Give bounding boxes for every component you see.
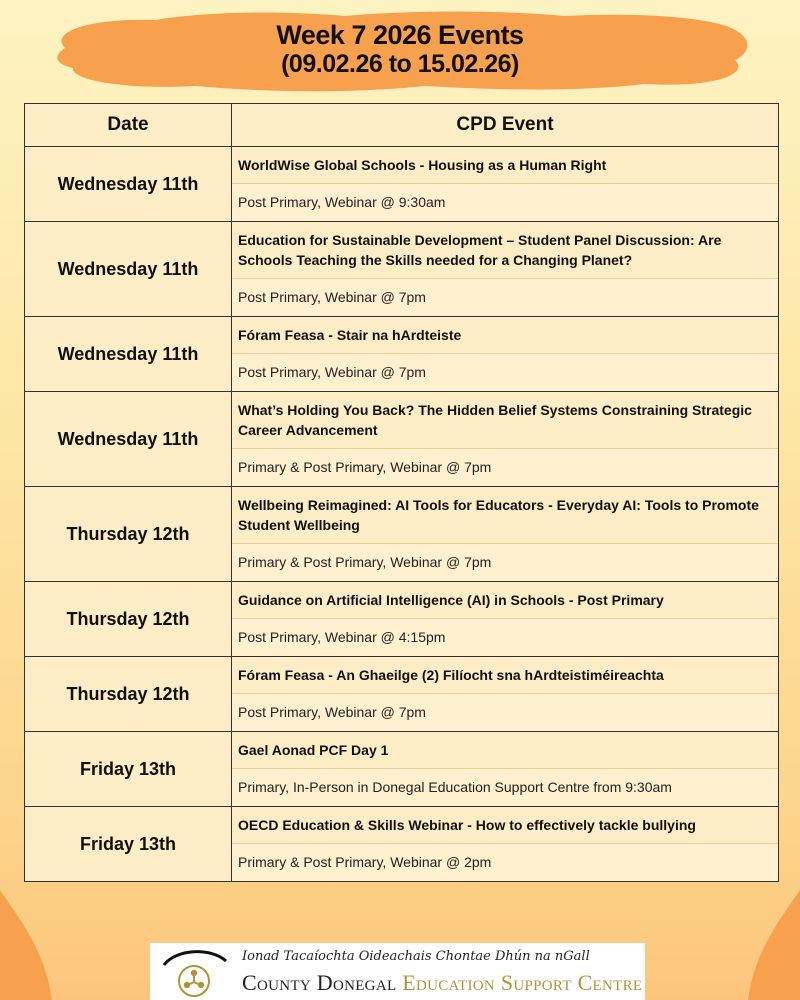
table-row [25,147,779,222]
event-cell [232,657,779,732]
irish-centre-name: Ionad Tacaíochta Oideachais Chontae Dhún na nGall [242,949,590,964]
event-detail: Post Primary, Webinar @ 4:15pm [232,618,778,656]
event-date: Thursday 12th [25,487,232,582]
event-detail: Post Primary, Webinar @ 7pm [232,693,778,731]
event-detail: Post Primary, Webinar @ 7pm [232,278,778,316]
event-detail: Primary, In-Person in Donegal Education Support Centre from 9:30am [232,768,778,806]
event-title: What’s Holding You Back? The Hidden Belief Systems Constraining Strategic Career Advancement [232,392,778,448]
event-cell [232,222,779,317]
page-title: Week 7 2026 Events [276,20,524,50]
table-row [25,807,779,882]
page-header [0,20,800,78]
event-cell [232,582,779,657]
event-date: Friday 13th [25,732,232,807]
events-table [24,103,779,882]
event-title: WorldWise Global Schools - Housing as a Human Right [232,147,778,183]
event-date: Wednesday 11th [25,392,232,487]
event-cell [232,392,779,487]
event-detail: Primary & Post Primary, Webinar @ 7pm [232,543,778,581]
table-row [25,392,779,487]
event-date: Wednesday 11th [25,317,232,392]
event-cell [232,487,779,582]
table-row [25,582,779,657]
column-header-event: CPD Event [232,104,779,147]
event-cell [232,147,779,222]
event-cell [232,317,779,392]
event-title: OECD Education & Skills Webinar - How to effectively tackle bullying [232,807,778,843]
table-row [25,732,779,807]
table-row [25,487,779,582]
centre-name-county: County Donegal [242,970,397,995]
event-title: Education for Sustainable Development – Student Panel Discussion: Are Schools Teaching the Skills needed for a Changing Planet? [232,222,778,278]
footer-banner [150,943,645,1000]
table-row [25,317,779,392]
event-title: Fóram Feasa - Stair na hArdteiste [232,317,778,353]
event-cell [232,732,779,807]
event-title: Guidance on Artificial Intelligence (AI) in Schools - Post Primary [232,582,778,618]
centre-name [242,970,642,996]
event-detail: Post Primary, Webinar @ 9:30am [232,183,778,221]
event-detail: Post Primary, Webinar @ 7pm [232,353,778,391]
event-detail: Primary & Post Primary, Webinar @ 2pm [232,843,778,881]
event-date: Wednesday 11th [25,222,232,317]
event-date: Thursday 12th [25,582,232,657]
education-centre-logo-icon [158,945,230,1000]
event-date: Wednesday 11th [25,147,232,222]
event-title: Wellbeing Reimagined: AI Tools for Educators - Everyday AI: Tools to Promote Student Wellbeing [232,487,778,543]
event-title: Fóram Feasa - An Ghaeilge (2) Filíocht sna hArdteistiméireachta [232,657,778,693]
table-row [25,222,779,317]
table-header-row [25,104,779,147]
event-title: Gael Aonad PCF Day 1 [232,732,778,768]
column-header-date: Date [25,104,232,147]
event-detail: Primary & Post Primary, Webinar @ 7pm [232,448,778,486]
event-date: Thursday 12th [25,657,232,732]
table-row [25,657,779,732]
event-date: Friday 13th [25,807,232,882]
event-cell [232,807,779,882]
centre-name-esc: Education Support Centre [402,970,643,995]
date-range: (09.02.26 to 15.02.26) [281,50,519,78]
